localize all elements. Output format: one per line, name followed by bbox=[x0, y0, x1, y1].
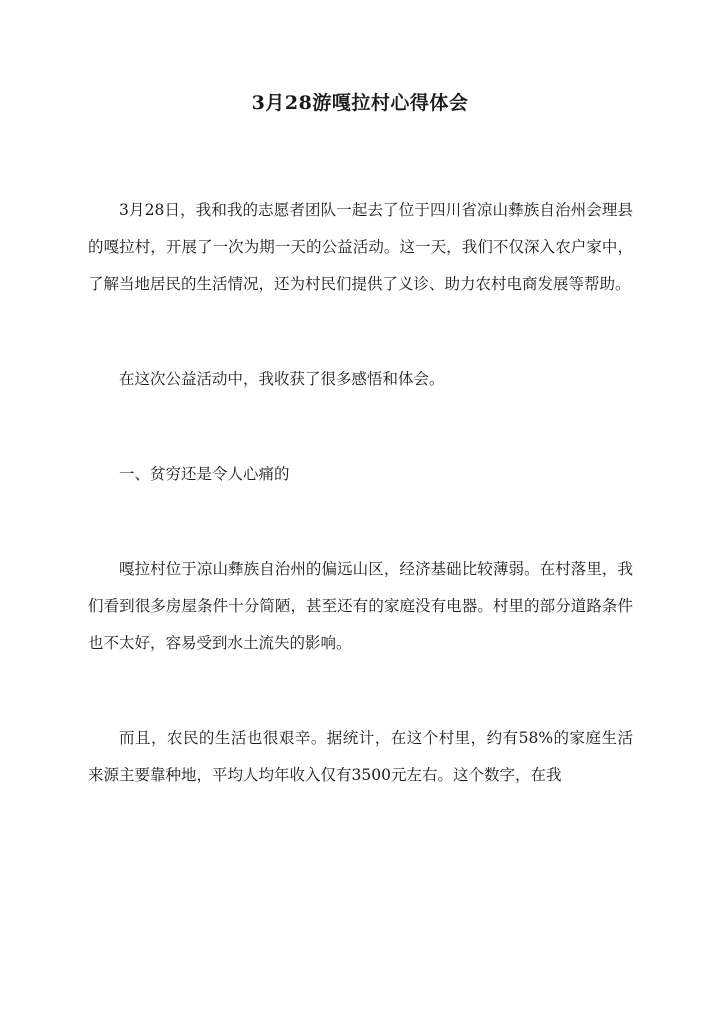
paragraph-village-conditions: 嘎拉村位于凉山彝族自治州的偏远山区，经济基础比较薄弱。在村落里，我们看到很多房屋条件十分简陋，甚至还有的家庭没有电器。村里的部分道路条件也不太好，容易受到水土流失的影响。 bbox=[88, 560, 633, 652]
document-body bbox=[88, 192, 633, 794]
section-heading-poverty: 一、贫穷还是令人心痛的 bbox=[119, 465, 290, 483]
document-title: 3月28游嘎拉村心得体会 bbox=[251, 92, 469, 114]
paragraph-intro: 3月28日，我和我的志愿者团队一起去了位于四川省凉山彝族自治州会理县的嘎拉村，开展了一次为期一天的公益活动。这一天，我们不仅深入农户家中，了解当地居民的生活情况，还为村民们提供了义诊、助力农村电商发展等帮助。 bbox=[88, 201, 633, 293]
paragraph-farmer-income: 而且，农民的生活也很艰辛。据统计，在这个村里，约有58%的家庭生活来源主要靠种地，平均人均年收入仅有3500元左右。这个数字，在我 bbox=[88, 729, 633, 784]
paragraph-summary: 在这次公益活动中，我收获了很多感悟和体会。 bbox=[119, 370, 445, 388]
